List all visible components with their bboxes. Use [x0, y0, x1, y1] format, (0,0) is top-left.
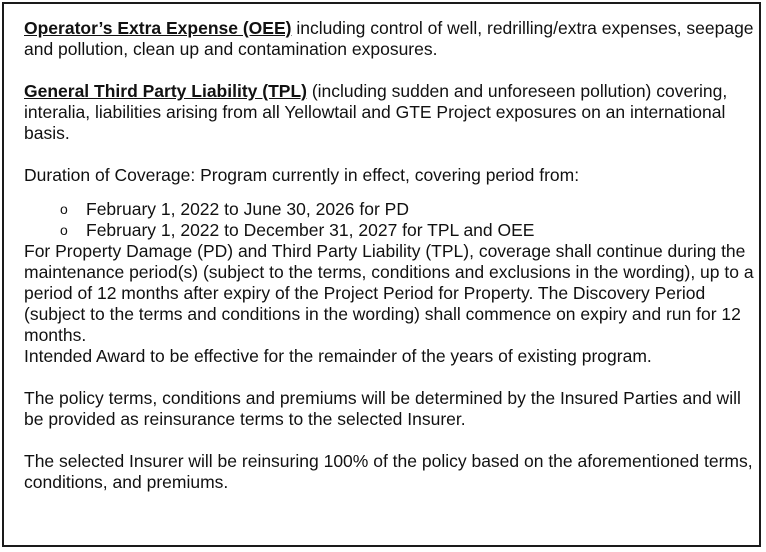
oee-paragraph — [24, 18, 758, 60]
circle-bullet-icon: o — [60, 201, 68, 217]
policy-terms-paragraph: The policy terms, conditions and premiums will be determined by the Insured Parties and will be provided as reinsurance terms to the selected Insurer. — [24, 388, 741, 429]
document-frame — [2, 2, 761, 547]
tpl-paragraph — [24, 81, 758, 144]
award-paragraph: Intended Award to be effective for the remainder of the years of existing program. — [24, 346, 652, 366]
oee-description: including control of well, redrilling/extra expenses, seepage and pollution, clean up and contamination exposures. — [24, 18, 754, 59]
tpl-term: General Third Party Liability (TPL) — [24, 81, 307, 101]
period-pd: February 1, 2022 to June 30, 2026 for PD — [86, 199, 409, 219]
list-item — [60, 220, 758, 241]
period-tpl-oee: February 1, 2022 to December 31, 2027 for TPL and OEE — [86, 220, 535, 240]
circle-bullet-icon: o — [60, 222, 68, 238]
reinsuring-paragraph: The selected Insurer will be reinsuring 100% of the policy based on the aforementioned terms, conditions, and premiums. — [24, 451, 753, 492]
tpl-description: (including sudden and unforeseen pollution) covering, interalia, liabilities arising from all Yellowtail and GTE Project exposures on an international basis. — [24, 81, 728, 143]
list-item — [60, 199, 758, 220]
coverage-period-list — [24, 199, 758, 241]
oee-term: Operator’s Extra Expense (OEE) — [24, 18, 292, 38]
maintenance-paragraph: For Property Damage (PD) and Third Party Liability (TPL), coverage shall continue during the maintenance period(s) (subject to the terms, conditions and exclusions in the wording), up to a period of 12 months after expiry of the Project Period for Property. The Discovery Period (subject to the terms and conditions in the wording) shall commence on expiry and run for 12 months. — [24, 241, 754, 345]
document-body — [24, 18, 758, 493]
duration-intro: Duration of Coverage: Program currently in effect, covering period from: — [24, 165, 580, 185]
